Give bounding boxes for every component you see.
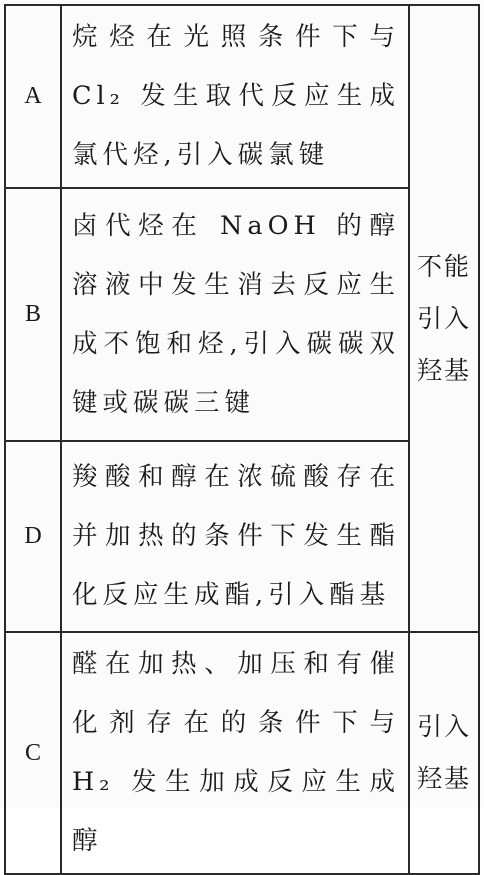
table-row bbox=[5, 441, 479, 632]
result-introduce-hydroxyl: 引入羟基 bbox=[409, 632, 479, 874]
row-letter-d: D bbox=[5, 441, 61, 632]
row-description-a: 烷烃在光照条件下与 Cl₂ 发生取代反应生成氯代烃,引入碳氯键 bbox=[61, 5, 409, 188]
row-description-d: 羧酸和醇在浓硫酸存在并加热的条件下发生酯化反应生成酯,引入酯基 bbox=[61, 441, 409, 632]
row-description-b: 卤代烃在 NaOH 的醇溶液中发生消去反应生成不饱和烃,引入碳碳双键或碳碳三键 bbox=[61, 188, 409, 441]
result-cannot-introduce-hydroxyl: 不能引入羟基 bbox=[409, 5, 479, 632]
row-letter-c: C bbox=[5, 632, 61, 874]
row-description-c: 醛在加热、加压和有催化剂存在的条件下与 H₂ 发生加成反应生成醇 bbox=[61, 632, 409, 874]
row-letter-b: B bbox=[5, 188, 61, 441]
reaction-table bbox=[4, 4, 480, 875]
table-row bbox=[5, 5, 479, 188]
row-letter-a: A bbox=[5, 5, 61, 188]
table-row bbox=[5, 632, 479, 874]
table-row bbox=[5, 188, 479, 441]
